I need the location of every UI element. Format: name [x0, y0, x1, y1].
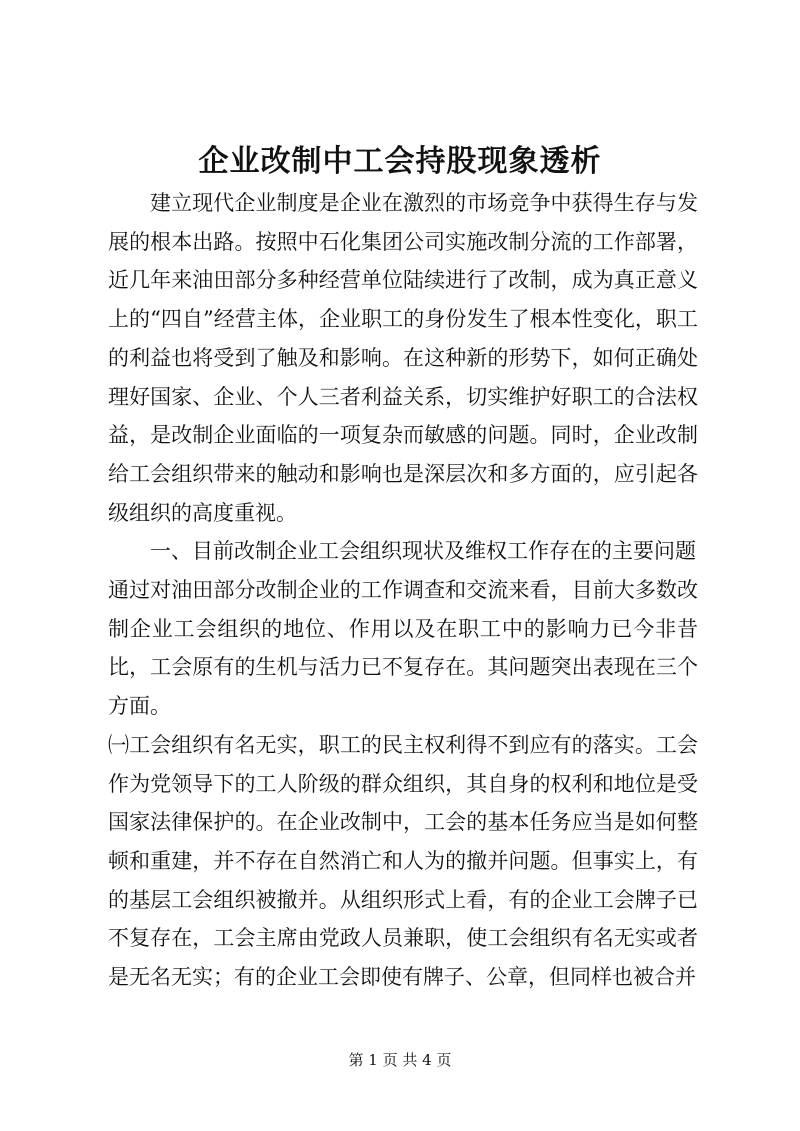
page-footer: [0, 1050, 800, 1070]
paragraph-survey: 通过对油田部分改制企业的工作调查和交流来看，目前大多数改制企业工会组织的地位、作用以及在职工中的影响力已今非昔比，工会原有的生机与活力已不复存在。其问题突出表现在三个方面。: [108, 578, 698, 719]
paragraph-intro: 建立现代企业制度是企业在激烈的市场竞争中获得生存与发展的根本出路。按照中石化集团公司实施改制分流的工作部署，近几年来油田部分多种经营单位陆续进行了改制，成为真正意义上的“四自”经营主体，企业职工的身份发生了根本性变化，职工的利益也将受到了触及和影响。在这种新的形势下，如何正确处理好国家、企业、个人三者利益关系，切实维护好职工的合法权益，是改制企业面临的一项复杂而敏感的问题。同时，企业改制给工会组织带来的触动和影响也是深层次和多方面的，应引起各级组织的高度重视。: [108, 191, 698, 525]
document-body: [108, 184, 698, 997]
paragraph-issue-one: ㈠工会组织有名无实，职工的民主权利得不到应有的落实。工会作为党领导下的工人阶级的群众组织，其自身的权利和地位是受国家法律保护的。在企业改制中，工会的基本任务应当是如何整顿和重建，并不存在自然消亡和人为的撤并问题。但事实上，有的基层工会组织被撤并。从组织形式上看，有的企业工会牌子已不复存在，工会主席由党政人员兼职，使工会组织有名无实或者是无名无实；有的企业工会即使有牌子、公章，但同样也被合并: [108, 732, 698, 990]
page-number: 第 1 页 共 4 页: [348, 1051, 452, 1069]
document-title: 企业改制中工会持股现象透析: [198, 144, 602, 179]
section-heading: 一、目前改制企业工会组织现状及维权工作存在的主要问题: [150, 539, 696, 564]
